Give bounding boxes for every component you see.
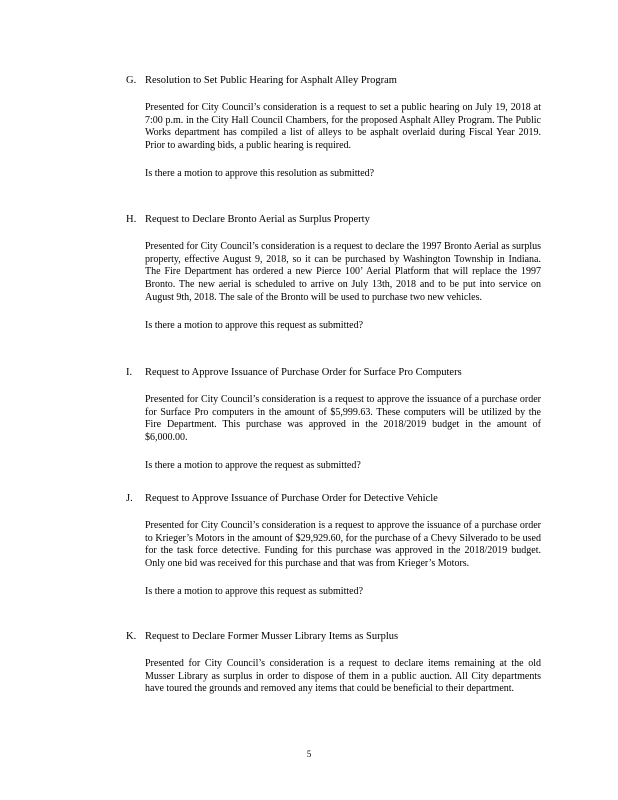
agenda-item-k bbox=[126, 630, 546, 696]
item-letter: K. bbox=[126, 631, 137, 642]
motion-question: Is there a motion to approve this request as submitted? bbox=[145, 585, 364, 597]
item-body: Presented for City Council’s consideration is a request to declare items remaining at the old Musser Library as surplus in order to dispose of them in a public auction. All City departments have toured the grounds and removed any items that could be beneficial to their department. bbox=[145, 658, 541, 695]
item-body: Presented for City Council’s consideration is a request to declare the 1997 Bronto Aerial as surplus property, effective August 9, 2018, so it can be purchased by Washington Township in Indiana. The Fire Department has ordered a new Pierce 100’ Aerial Platform that will replace the 1997 Bronto. The new aerial is scheduled to arrive on July 13th, 2018 and to be put into service on August 9th, 2018. The sale of the Bronto will be used to purchase two new vehicles. bbox=[145, 241, 541, 303]
item-title: Resolution to Set Public Hearing for Asphalt Alley Program bbox=[145, 75, 397, 86]
item-heading bbox=[126, 213, 546, 226]
page-number: 5 bbox=[306, 749, 312, 759]
agenda-item-j bbox=[126, 492, 546, 599]
item-heading bbox=[126, 630, 546, 643]
item-heading bbox=[126, 74, 546, 87]
motion-question: Is there a motion to approve this request as submitted? bbox=[145, 319, 364, 331]
agenda-item-i bbox=[126, 366, 546, 473]
motion-question: Is there a motion to approve this resolution as submitted? bbox=[145, 167, 375, 179]
item-title: Request to Declare Bronto Aerial as Surplus Property bbox=[145, 214, 370, 225]
item-letter: I. bbox=[126, 367, 133, 378]
item-heading bbox=[126, 366, 546, 379]
item-body: Presented for City Council’s consideration is a request to approve the issuance of a purchase order to Krieger’s Motors in the amount of $29,929.60, for the purchase of a Chevy Silverado to be used for the task force detective. Funding for this purchase was approved in the 2018/2019 budget. Only one bid was received for this purchase and that was from Krieger’s Motors. bbox=[145, 520, 541, 570]
item-letter: H. bbox=[126, 214, 137, 225]
item-letter: G. bbox=[126, 75, 137, 86]
item-title: Request to Approve Issuance of Purchase Order for Surface Pro Computers bbox=[145, 367, 462, 378]
motion-question: Is there a motion to approve the request as submitted? bbox=[145, 459, 361, 471]
item-letter: J. bbox=[126, 493, 133, 504]
item-title: Request to Approve Issuance of Purchase Order for Detective Vehicle bbox=[145, 493, 438, 504]
agenda-item-h bbox=[126, 213, 546, 332]
item-heading bbox=[126, 492, 546, 505]
item-title: Request to Declare Former Musser Library Items as Surplus bbox=[145, 631, 399, 642]
item-body: Presented for City Council’s consideration is a request to set a public hearing on July 19, 2018 at 7:00 p.m. in the City Hall Council Chambers, for the proposed Asphalt Alley Program. The Public Works department has compiled a list of alleys to be asphalt overlaid during Fiscal Year 2019. Prior to awarding bids, a public hearing is required. bbox=[145, 102, 541, 152]
item-body: Presented for City Council’s consideration is a request to approve the issuance of a purchase order for Surface Pro computers in the amount of $5,999.63. These computers will be utilized by the Fire Department. This purchase was approved in the 2018/2019 budget in the amount of $6,000.00. bbox=[145, 394, 541, 444]
agenda-item-g bbox=[126, 74, 546, 181]
